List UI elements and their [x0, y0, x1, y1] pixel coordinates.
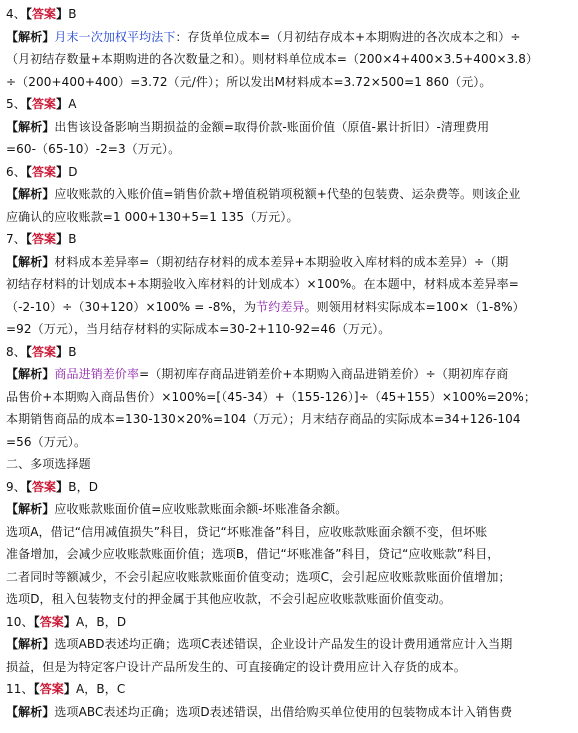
analysis-label: 解析 — [18, 119, 43, 134]
question-number: 5、 — [6, 97, 26, 111]
q6-analysis-line-2: 应确认的应收账款=1 000+130+5=1 135（万元）。 — [6, 209, 299, 224]
analysis-text: 。则领用材料实际成本=100×（1-8%） — [304, 299, 525, 314]
q9-analysis-line-4: 二者同时等额减少，不会引起应收账款账面价值变动；选项C，会引起应收账款账面价值增加； — [6, 569, 511, 584]
q10-analysis-line-2: 损益，但是为特定客户设计产品所发生的、可直接确定的设计费用应计入存货的成本。 — [6, 659, 466, 674]
q5-analysis-line-2: =60-（65-10）-2=3（万元）。 — [6, 142, 181, 156]
analysis-label: 解析 — [18, 704, 43, 719]
q9-analysis-line-5: 选项D，租入包装物支付的押金属于其他应收款，不会引起应收账款账面价值变动。 — [6, 592, 451, 606]
analysis-text: 材料成本差异率=（期初结存材料的成本差异+本期验收入库材料的成本差异）÷（期 — [54, 254, 509, 269]
q10-answer-line: 10、【答案】A，B，D — [6, 614, 127, 629]
question-number: 8、 — [6, 344, 26, 359]
analysis-label: 解析 — [18, 637, 43, 651]
q10-analysis-line-1: 【解析】选项ABD表述均正确；选项C表述错误，企业设计产品发生的设计费用通常应计入当期 — [6, 637, 513, 651]
q8-answer-line: 8、【答案】B — [6, 344, 77, 359]
answer-value: A，B，D — [76, 614, 127, 629]
q5-answer-line: 5、【答案】A — [6, 97, 77, 111]
q11-answer-line: 11、【答案】A，B，C — [6, 682, 126, 696]
answer-value: B — [68, 344, 77, 359]
answer-value: B，D — [68, 479, 99, 494]
q6-analysis-line-1: 【解析】应收账款的入账价值=销售价款+增值税销项税额+代垫的包装费、运杂费等。则该企业 — [6, 187, 521, 201]
q9-analysis-line-2: 选项A，借记“信用减值损失”科目，贷记“坏账准备”科目，应收账款账面余额不变，但坏账 — [6, 524, 488, 539]
question-number: 6、 — [6, 164, 26, 179]
analysis-label: 解析 — [18, 367, 43, 381]
q5-analysis-line-1: 【解析】出售该设备影响当期损益的金额=取得价款-账面价值（原值-累计折旧）-清理费用 — [6, 119, 490, 134]
answer-label: 答案 — [39, 682, 64, 696]
q7-analysis-line-4: =92（万元），当月结存材料的实际成本=30-2+110-92=46（万元）。 — [6, 322, 391, 336]
question-number: 4、 — [6, 7, 26, 21]
answer-value: D — [68, 164, 78, 179]
analysis-text: 选项ABD表述均正确；选项C表述错误，企业设计产品发生的设计费用通常应计入当期 — [54, 637, 513, 651]
analysis-text: （-2-10）÷（30+120）×100% = -8%，为 — [6, 299, 257, 314]
q9-analysis-line-1: 【解析】应收账款账面价值=应收账款账面余额-坏账准备余额。 — [6, 502, 348, 516]
analysis-label: 解析 — [18, 254, 43, 269]
answer-label: 答案 — [39, 614, 64, 629]
q4-analysis-line-2: （月初结存数量+本期购进的各次数量之和）。则材料单位成本=（200×4+400×3.5+400×3.8） — [6, 52, 539, 66]
answer-label: 答案 — [31, 479, 57, 494]
q7-analysis-line-1: 【解析】材料成本差异率=（期初结存材料的成本差异+本期验收入库材料的成本差异）÷（期 — [6, 254, 509, 269]
q8-analysis-line-2: 品售价+本期购入商品售价）×100%=[（45-34）+（155-126）]÷（45+155）×100%=20%； — [6, 389, 536, 404]
q9-answer-line: 9、【答案】B，D — [6, 479, 99, 494]
answer-value: B — [68, 7, 77, 21]
answer-value: B — [68, 232, 77, 246]
q7-answer-line: 7、【答案】B — [6, 232, 77, 246]
analysis-label: 解析 — [18, 187, 43, 201]
analysis-text: 出售该设备影响当期损益的金额=取得价款-账面价值（原值-累计折旧）-清理费用 — [54, 119, 490, 134]
q4-analysis-line-1: 【解析】月末一次加权平均法下：存货单位成本=（月初结存成本+本期购进的各次成本之和）÷ — [6, 29, 521, 44]
highlight-term: 月末一次加权平均法下 — [54, 29, 176, 44]
analysis-text: 应收账款账面价值=应收账款账面余额-坏账准备余额。 — [54, 502, 348, 516]
analysis-text: 应收账款的入账价值=销售价款+增值税销项税额+代垫的包装费、运杂费等。则该企业 — [54, 187, 521, 201]
analysis-label: 解析 — [18, 29, 43, 44]
answer-label: 答案 — [31, 344, 57, 359]
question-number: 10、 — [6, 614, 34, 629]
q8-analysis-line-1: 【解析】商品进销差价率=（期初库存商品进销差价+本期购入商品进销差价）÷（期初库存商 — [6, 367, 509, 381]
highlight-term: 节约差异 — [256, 299, 305, 314]
section-heading: 二、多项选择题 — [6, 457, 91, 471]
answer-label: 答案 — [31, 164, 57, 179]
q9-analysis-line-3: 准备增加，会减少应收账款账面价值；选项B，借记“坏账准备”科目，贷记“应收账款”科目， — [6, 547, 500, 561]
question-number: 11、 — [6, 682, 34, 696]
question-number: 7、 — [6, 232, 26, 246]
q6-answer-line: 6、【答案】D — [6, 164, 78, 179]
answer-label: 答案 — [31, 7, 57, 21]
analysis-text: 选项ABC表述均正确；选项D表述错误，出借给购买单位使用的包装物成本计入销售费 — [54, 704, 513, 719]
highlight-term: 商品进销差价率 — [54, 367, 140, 381]
answer-label: 答案 — [31, 97, 57, 111]
question-number: 9、 — [6, 479, 26, 494]
q7-analysis-line-2: 初结存材料的计划成本+本期验收入库材料的计划成本）×100%。在本题中，材料成本差异率= — [6, 277, 519, 291]
q4-answer-line: 4、【答案】B — [6, 7, 77, 21]
q8-analysis-line-3: 本期销售商品的成本=130-130×20%=104（万元）；月末结存商品的实际成本=34+126-104 — [6, 412, 521, 426]
answer-label: 答案 — [31, 232, 57, 246]
q7-analysis-line-3 — [6, 296, 568, 319]
analysis-text: ：存货单位成本=（月初结存成本+本期购进的各次成本之和）÷ — [175, 29, 521, 44]
analysis-text: =（期初库存商品进销差价+本期购入商品进销差价）÷（期初库存商 — [139, 367, 509, 381]
answer-value: A，B，C — [76, 682, 126, 696]
q11-analysis-line-1: 【解析】选项ABC表述均正确；选项D表述错误，出借给购买单位使用的包装物成本计入销售费 — [6, 704, 513, 719]
q8-analysis-line-4: =56（万元）。 — [6, 434, 87, 449]
q4-analysis-line-3: ÷（200+400+400）=3.72（元/件）；所以发出M材料成本=3.72×500=1 860（元）。 — [6, 74, 492, 89]
answer-value: A — [68, 97, 77, 111]
analysis-label: 解析 — [18, 502, 43, 516]
